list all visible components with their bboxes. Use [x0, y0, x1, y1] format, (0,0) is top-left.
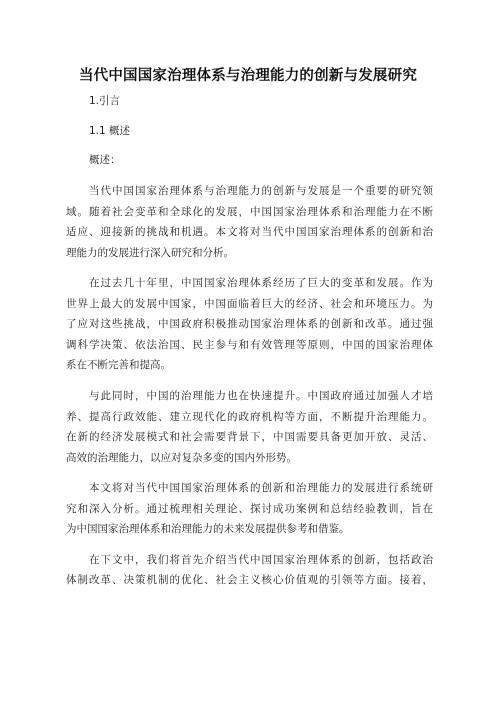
paragraph-3-line-1: 与此同时，中国的治理能力也在快速提升。中国政府通过加强人才培: [89, 390, 433, 402]
paragraph-1-line-4: 理能力的发展进行深入研究和分析。: [66, 247, 234, 259]
paragraph-5-line-2: 体制改革、决策机制的优化、社会主义核心价值观的引领等方面。接着，: [66, 574, 433, 586]
section-heading-1: 1.引言: [89, 95, 121, 107]
document-title: 当代中国国家治理体系与治理能力的创新与发展研究: [78, 68, 418, 84]
paragraph-2-line-3: 了应对这些挑战，中国政府积极推动国家治理体系的创新和改革。通过强: [66, 318, 433, 330]
paragraph-2-line-4: 调科学决策、依法治国、民主参与和有效管理等原则，中国的国家治理体: [66, 339, 433, 351]
paragraph-1-line-2: 域。随着社会变革和全球化的发展，中国国家治理体系和治理能力在不断: [66, 206, 433, 218]
overview-label: 概述：: [89, 154, 121, 166]
paragraph-5-line-1: 在下文中，我们将首先介绍当代中国国家治理体系的创新，包括政治: [89, 554, 433, 566]
paragraph-2-line-2: 世界上最大的发展中国家，中国面临着巨大的经济、社会和环境压力。为: [66, 298, 433, 310]
paragraph-2-line-5: 系在不断完善和提高。: [66, 359, 171, 371]
paragraph-3-line-4: 高效的治理能力，以应对复杂多变的国内外形势。: [66, 452, 297, 464]
paragraph-1-line-1: 当代中国国家治理体系与治理能力的创新与发展是一个重要的研究领: [89, 185, 433, 197]
paragraph-1-line-3: 适应、迎接新的挑战和机遇。本文将对当代中国国家治理体系的创新和治: [66, 226, 433, 238]
section-heading-1-1: 1.1 概述: [89, 125, 131, 137]
paragraph-2-line-1: 在过去几十年里，中国国家治理体系经历了巨大的变革和发展。作为: [89, 277, 433, 289]
paragraph-3-line-2: 养、提高行政效能、建立现代化的政府机构等方面，不断提升治理能力。: [66, 411, 433, 423]
paragraph-4-line-2: 究和深入分析。通过梳理相关理论、探讨成功案例和总结经验教训，旨在: [66, 503, 433, 515]
paragraph-4-line-1: 本文将对当代中国国家治理体系的创新和治理能力的发展进行系统研: [89, 482, 433, 494]
paragraph-3-line-3: 在新的经济发展模式和社会需要背景下，中国需要具备更加开放、灵活、: [66, 431, 433, 443]
paragraph-4-line-3: 为中国国家治理体系和治理能力的未来发展提供参考和借鉴。: [66, 523, 350, 535]
